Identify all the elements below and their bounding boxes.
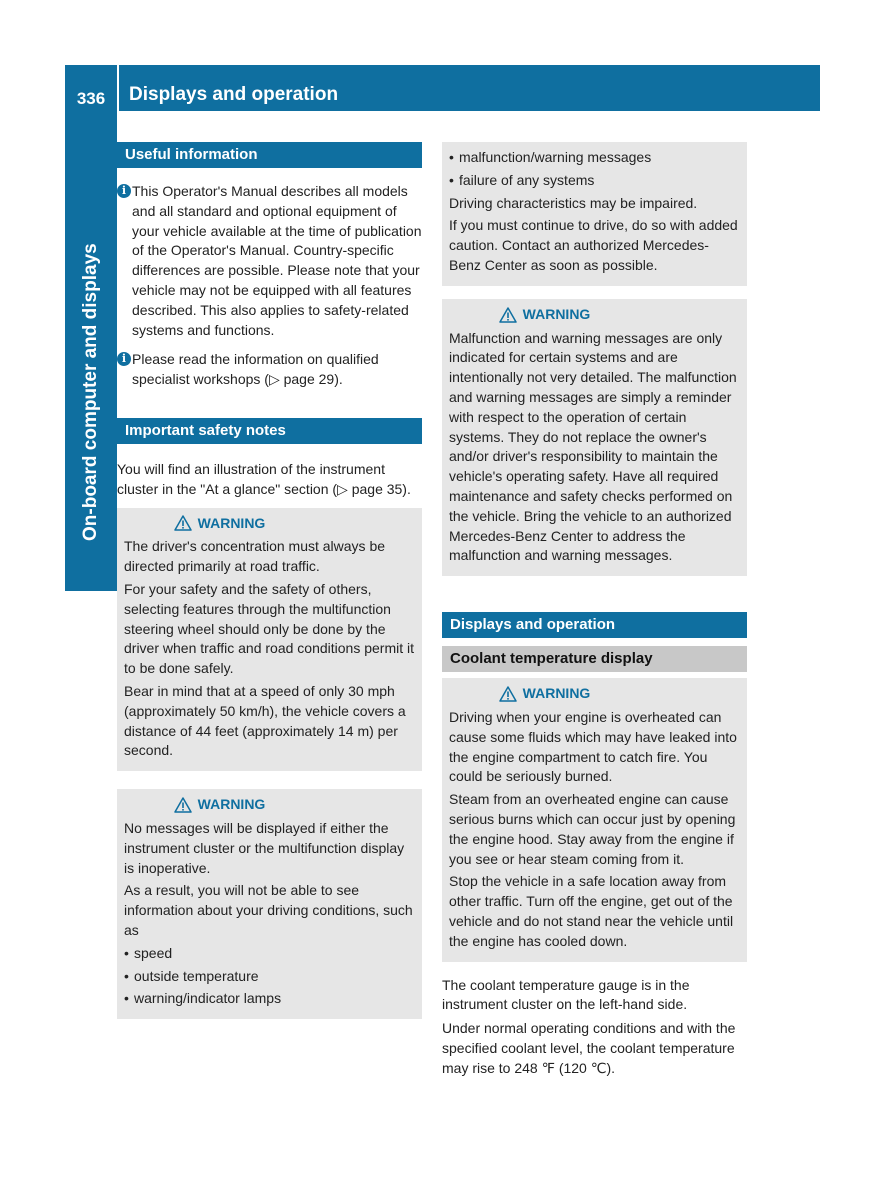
coolant-display-heading: Coolant temperature display [442, 646, 747, 672]
info-note-1-text: This Operator's Manual describes all models and all standard and optional equipment of your vehicle available at the time of publication of the Operator's Manual. Country-specific differences are possible. Please note that your vehicle may not be equipped with all features described. This also applies to safety-related systems and functions. [132, 183, 422, 338]
coolant-p1: The coolant temperature gauge is in the instrument cluster on the left-hand side. [442, 976, 690, 1013]
info-icon: i [117, 184, 131, 198]
warning-heading [449, 684, 740, 704]
useful-info-heading: Useful information [117, 142, 422, 168]
safety-notes-heading: Important safety notes [117, 418, 422, 444]
warning-triangle-icon [499, 686, 517, 702]
info-icon: i [117, 352, 131, 366]
coolant-text [442, 976, 747, 1079]
displays-operation-heading: Displays and operation [442, 612, 747, 638]
warning-1-p1: The driver's concentration must always be directed primarily at road traffic. [124, 538, 386, 575]
warning-triangle-icon [174, 797, 192, 813]
right-column [442, 142, 747, 1082]
warning-2-p2: As a result, you will not be able to see information about your driving conditions, such as [124, 882, 413, 938]
left-column [117, 142, 422, 1019]
warning-box-2 [117, 789, 422, 1019]
warning-triangle-icon [174, 515, 192, 531]
info-note-1 [117, 182, 422, 340]
warning-4-p2: Steam from an overheated engine can cause serious burns which can occur just by opening the engine hood. Stay away from the engine if you see or hear steam coming from it. [449, 791, 736, 867]
warning-4-p3: Stop the vehicle in a safe location away from other traffic. Turn off the engine, get out of the vehicle and do not stand near the vehicle until the engine has cooled down. [449, 873, 734, 949]
info-note-2 [117, 350, 422, 390]
warning-2-p1: No messages will be displayed if either the instrument cluster or the multifunction display is inoperative. [124, 819, 405, 876]
warning-triangle-icon [499, 307, 517, 323]
warning-box-2-continued [442, 142, 747, 286]
side-tab-label: On-board computer and displays [80, 243, 101, 541]
header-separator [117, 65, 119, 111]
warning-label: WARNING [197, 514, 266, 531]
warning-4-p1: Driving when your engine is overheated can cause some fluids which may have leaked into the engine compartment to catch fire. You could be seriously burned. [449, 708, 737, 785]
warning-heading [449, 305, 740, 325]
info-note-2-text: Please read the information on qualified specialist workshops (▷ page 29). [132, 351, 379, 388]
list-item: • speed [124, 944, 415, 964]
continued-p2: If you must continue to drive, do so with added caution. Contact an authorized Mercedes-Benz Center as soon as possible. [449, 217, 738, 273]
coolant-p2: Under normal operating conditions and with the specified coolant level, the coolant temperature may rise to 248 ℉ (120 ℃). [442, 1020, 736, 1076]
page-number: 336 [76, 89, 106, 108]
page-title: Displays and operation [129, 84, 339, 105]
warning-1-p3: Bear in mind that at a speed of only 30 mph (approximately 50 km/h), the vehicle covers a distance of 44 feet (approximately 14 m) per second. [124, 682, 406, 759]
warning-box-3 [442, 299, 747, 576]
list-item: • malfunction/warning messages [449, 148, 740, 168]
safety-intro-text: You will find an illustration of the instrument cluster in the "At a glance" section (▷ page 35). [117, 460, 411, 497]
safety-intro [117, 460, 422, 500]
warning-1-p2: For your safety and the safety of others, selecting features through the multifunction steering wheel should only be done by the driver when traffic and road conditions permit it to be done safely. [124, 580, 414, 677]
warning-box-4 [442, 678, 747, 961]
side-tab-label-wrap [65, 111, 117, 541]
list-item: • failure of any systems [449, 171, 740, 191]
continued-p1: Driving characteristics may be impaired. [449, 194, 698, 211]
warning-heading [124, 514, 415, 534]
warning-label: WARNING [522, 685, 591, 702]
warning-label: WARNING [197, 796, 266, 813]
warning-3-p1: Malfunction and warning messages are only indicated for certain systems and are intentionally not very detailed. The malfunction and warning messages are simply a reminder with respect to the operation of certain systems. They do not replace the owner's and/or driver's responsibility to maintain the vehicle's operating safety. Have all required maintenance and safety checks performed on the vehicle. Bring the vehicle to an authorized Mercedes-Benz Center to address the malfunction and warning messages. [449, 329, 737, 564]
warning-box-1 [117, 508, 422, 772]
list-item: • warning/indicator lamps [124, 989, 415, 1009]
list-item: • outside temperature [124, 967, 415, 987]
warning-heading [124, 795, 415, 815]
warning-label: WARNING [522, 305, 591, 322]
